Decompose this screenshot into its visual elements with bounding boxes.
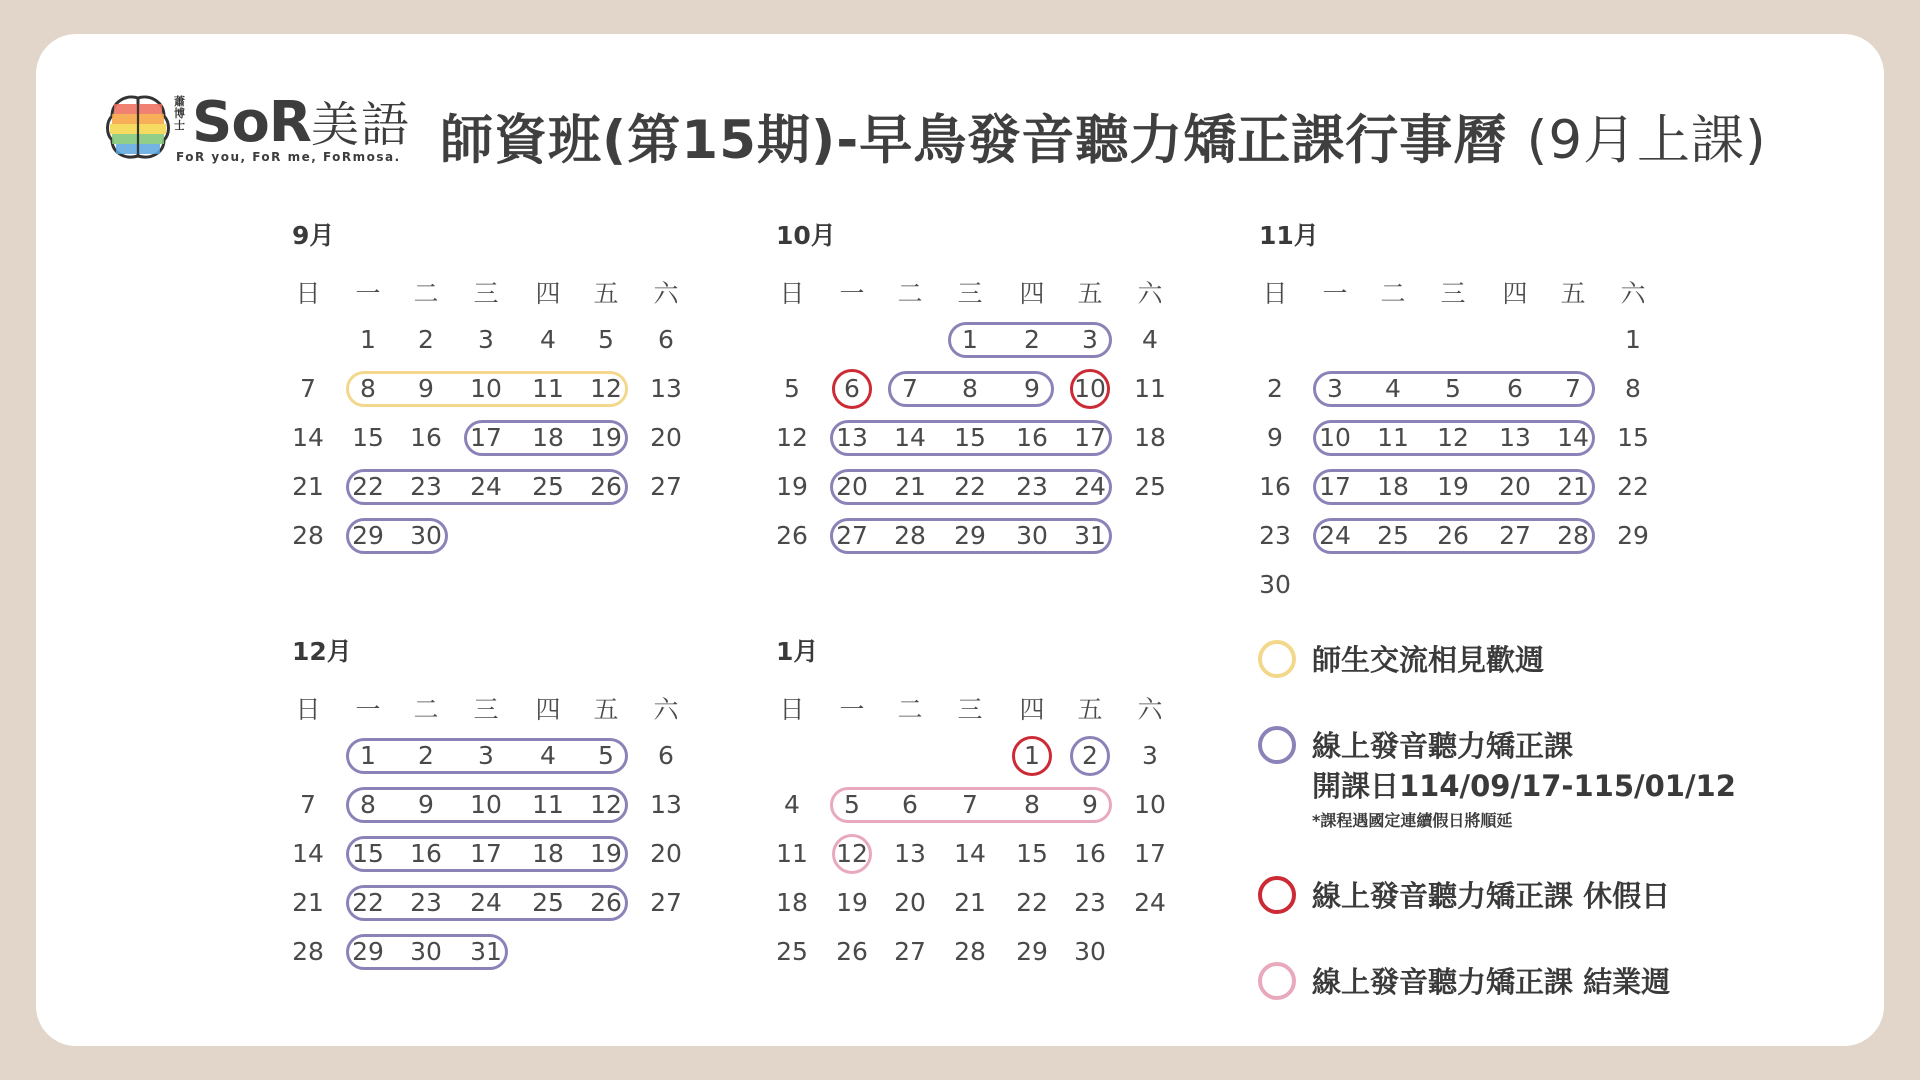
calendar-day: 15 (352, 423, 384, 452)
calendar-day: 3 (1082, 325, 1098, 354)
calendar-day: 19 (836, 888, 868, 917)
calendar-day: 12 (590, 790, 622, 819)
calendar-day: 2 (418, 325, 434, 354)
calendar-day: 11 (532, 790, 564, 819)
calendar-day: 16 (1259, 472, 1291, 501)
calendar-day: 4 (1142, 325, 1158, 354)
legend-label: 線上發音聽力矯正課 (1312, 729, 1574, 763)
legend-circle-icon (1258, 962, 1296, 1000)
month-calendar (1259, 216, 1679, 599)
calendar-day: 27 (1499, 521, 1531, 550)
calendar-day: 28 (894, 521, 926, 550)
calendar-day: 2 (418, 741, 434, 770)
calendar-day: 18 (1134, 423, 1166, 452)
page-title-sub: (9月上課) (1526, 110, 1767, 171)
weekday-label: 一 (839, 695, 865, 724)
weekday-label: 六 (653, 695, 679, 724)
calendar-day: 13 (650, 374, 682, 403)
calendar-day: 29 (352, 937, 384, 966)
calendar-day: 23 (1074, 888, 1106, 917)
weekday-label: 六 (1137, 695, 1163, 724)
calendar-day: 2 (1082, 741, 1098, 770)
calendar-day: 4 (540, 325, 556, 354)
calendar-day: 31 (1074, 521, 1106, 550)
weekday-label: 二 (897, 695, 923, 724)
calendar-day: 15 (1617, 423, 1649, 452)
weekday-label: 二 (1380, 279, 1406, 308)
legend-circle-icon (1258, 640, 1296, 678)
calendar-day: 27 (894, 937, 926, 966)
calendar-day: 5 (784, 374, 800, 403)
weekday-label: 三 (1440, 279, 1466, 308)
calendar-day: 24 (1074, 472, 1106, 501)
weekday-label: 四 (1019, 279, 1045, 308)
weekday-label: 五 (1077, 279, 1103, 308)
legend-circle-icon (1258, 726, 1296, 764)
calendar-day: 22 (352, 472, 384, 501)
calendar-day: 9 (1024, 374, 1040, 403)
calendar-day: 17 (1319, 472, 1351, 501)
logo (104, 90, 411, 172)
calendar-day: 18 (532, 423, 564, 452)
calendar-day: 1 (962, 325, 978, 354)
calendar-day: 12 (836, 839, 868, 868)
calendar-day: 25 (1377, 521, 1409, 550)
page-title (440, 98, 1767, 174)
weekday-label: 四 (535, 695, 561, 724)
calendar-day: 25 (532, 472, 564, 501)
logo-brand (192, 86, 411, 155)
calendar-day: 8 (360, 790, 376, 819)
calendar-day: 23 (1259, 521, 1291, 550)
calendar-day: 31 (470, 937, 502, 966)
calendar-day: 18 (1377, 472, 1409, 501)
calendar-day: 9 (418, 374, 434, 403)
calendar-day: 14 (954, 839, 986, 868)
calendar-day: 24 (1319, 521, 1351, 550)
legend-label: 線上發音聽力矯正課 結業週 (1312, 965, 1671, 999)
calendar-day: 16 (410, 423, 442, 452)
calendar-day: 26 (590, 888, 622, 917)
calendar-day: 6 (902, 790, 918, 819)
calendar-day: 12 (1437, 423, 1469, 452)
calendar-day: 13 (650, 790, 682, 819)
calendar-day: 10 (470, 790, 502, 819)
calendar-day: 23 (410, 888, 442, 917)
weekday-label: 三 (957, 279, 983, 308)
calendar-day: 24 (470, 472, 502, 501)
calendar-day: 14 (292, 423, 324, 452)
calendar-day: 12 (776, 423, 808, 452)
calendar-day: 4 (540, 741, 556, 770)
calendar-day: 21 (292, 472, 324, 501)
calendar-day: 26 (1437, 521, 1469, 550)
calendar-day: 14 (1557, 423, 1589, 452)
calendar-day: 28 (292, 937, 324, 966)
calendar-day: 1 (1625, 325, 1641, 354)
calendar-day: 10 (1134, 790, 1166, 819)
calendar-day: 1 (1024, 741, 1040, 770)
calendar-day: 21 (954, 888, 986, 917)
calendar-day: 30 (1016, 521, 1048, 550)
weekday-label: 六 (1620, 279, 1646, 308)
weekday-label: 日 (779, 279, 805, 308)
logo-brand-latin: SoR (192, 90, 311, 155)
calendar-day: 19 (776, 472, 808, 501)
calendar-day: 3 (478, 741, 494, 770)
weekday-label: 六 (1137, 279, 1163, 308)
month-calendar (292, 216, 712, 576)
calendar-day: 29 (1016, 937, 1048, 966)
legend-label: 師生交流相見歡週 (1312, 643, 1545, 677)
calendar-day: 3 (1327, 374, 1343, 403)
calendar-day: 16 (1074, 839, 1106, 868)
calendar-day: 5 (598, 325, 614, 354)
calendar-day: 20 (650, 839, 682, 868)
logo-brand-cn: 美語 (310, 97, 411, 153)
calendar-day: 4 (784, 790, 800, 819)
weekday-label: 二 (413, 279, 439, 308)
weekday-label: 五 (1077, 695, 1103, 724)
calendar-day: 7 (1565, 374, 1581, 403)
calendar-day: 26 (776, 521, 808, 550)
calendar-day: 27 (650, 472, 682, 501)
calendar-day: 6 (844, 374, 860, 403)
calendar-day: 16 (410, 839, 442, 868)
calendar-day: 6 (658, 325, 674, 354)
calendar-day: 30 (410, 521, 442, 550)
calendar-day: 10 (1319, 423, 1351, 452)
calendar-day: 12 (590, 374, 622, 403)
calendar-day: 22 (954, 472, 986, 501)
weekday-label: 四 (1502, 279, 1528, 308)
month-title: 9月 (292, 221, 335, 250)
month-calendar (776, 632, 1196, 992)
calendar-day: 28 (954, 937, 986, 966)
calendar-day: 8 (962, 374, 978, 403)
calendar-day: 8 (360, 374, 376, 403)
calendar-day: 11 (1134, 374, 1166, 403)
month-calendar (776, 216, 1196, 576)
calendar-day: 15 (954, 423, 986, 452)
calendar-day: 20 (836, 472, 868, 501)
weekday-label: 三 (957, 695, 983, 724)
weekday-label: 日 (295, 695, 321, 724)
calendar-day: 13 (1499, 423, 1531, 452)
weekday-label: 二 (413, 695, 439, 724)
calendar-day: 8 (1024, 790, 1040, 819)
month-title: 1月 (776, 637, 819, 666)
weekday-label: 日 (295, 279, 321, 308)
brain-logo-icon (104, 92, 172, 164)
calendar-day: 13 (894, 839, 926, 868)
legend-label-line2: 開課日114/09/17-115/01/12 (1312, 769, 1736, 803)
calendar-day: 22 (1617, 472, 1649, 501)
weekday-label: 五 (1560, 279, 1586, 308)
calendar-day: 11 (776, 839, 808, 868)
calendar-day: 28 (292, 521, 324, 550)
calendar-day: 6 (1507, 374, 1523, 403)
calendar-day: 19 (590, 423, 622, 452)
calendar-day: 11 (1377, 423, 1409, 452)
calendar-day: 9 (418, 790, 434, 819)
weekday-label: 五 (593, 279, 619, 308)
calendar-day: 9 (1267, 423, 1283, 452)
calendar-day: 26 (590, 472, 622, 501)
calendar-day: 26 (836, 937, 868, 966)
calendar-day: 15 (352, 839, 384, 868)
calendar-day: 29 (352, 521, 384, 550)
calendar-day: 5 (598, 741, 614, 770)
calendar-day: 19 (590, 839, 622, 868)
calendar-day: 11 (532, 374, 564, 403)
legend-label: 線上發音聽力矯正課 休假日 (1312, 879, 1671, 913)
month-title: 12月 (292, 637, 352, 666)
month-title: 11月 (1259, 221, 1319, 250)
calendar-day: 9 (1082, 790, 1098, 819)
weekday-label: 二 (897, 279, 923, 308)
calendar-day: 21 (1557, 472, 1589, 501)
calendar-day: 18 (776, 888, 808, 917)
calendar-day: 7 (902, 374, 918, 403)
calendar-day: 20 (894, 888, 926, 917)
legend-circle-icon (1258, 876, 1296, 914)
calendar-day: 21 (292, 888, 324, 917)
calendar-day: 6 (658, 741, 674, 770)
weekday-label: 一 (355, 279, 381, 308)
calendar-day: 5 (844, 790, 860, 819)
weekday-label: 一 (355, 695, 381, 724)
weekday-label: 一 (1322, 279, 1348, 308)
calendar-day: 20 (650, 423, 682, 452)
calendar-day: 13 (836, 423, 868, 452)
calendar-day: 2 (1024, 325, 1040, 354)
calendar-day: 2 (1267, 374, 1283, 403)
calendar-day: 16 (1016, 423, 1048, 452)
calendar-day: 17 (470, 839, 502, 868)
calendar-day: 29 (954, 521, 986, 550)
weekday-label: 三 (473, 695, 499, 724)
weekday-label: 五 (593, 695, 619, 724)
calendar-day: 17 (1134, 839, 1166, 868)
calendar-day: 14 (292, 839, 324, 868)
calendar-day: 30 (410, 937, 442, 966)
calendar-day: 3 (1142, 741, 1158, 770)
calendar-day: 10 (1074, 374, 1106, 403)
page-title-main: 師資班(第15期)-早鳥發音聽力矯正課行事曆 (440, 110, 1508, 171)
calendar-day: 7 (300, 790, 316, 819)
weekday-label: 三 (473, 279, 499, 308)
calendar-day: 7 (300, 374, 316, 403)
calendar-day: 30 (1074, 937, 1106, 966)
calendar-day: 8 (1625, 374, 1641, 403)
weekday-label: 日 (779, 695, 805, 724)
weekday-label: 一 (839, 279, 865, 308)
calendar-day: 25 (1134, 472, 1166, 501)
calendar-day: 20 (1499, 472, 1531, 501)
calendar-day: 24 (1134, 888, 1166, 917)
calendar-day: 17 (1074, 423, 1106, 452)
calendar-day: 7 (962, 790, 978, 819)
month-calendar (292, 632, 712, 992)
calendar-day: 4 (1385, 374, 1401, 403)
calendar-day: 24 (470, 888, 502, 917)
calendar-day: 25 (532, 888, 564, 917)
calendar-day: 1 (360, 741, 376, 770)
calendar-day: 22 (352, 888, 384, 917)
calendar-day: 27 (836, 521, 868, 550)
calendar-day: 3 (478, 325, 494, 354)
logo-tagline: FoR you, FoR me, FoRmosa. (176, 150, 401, 164)
month-title: 10月 (776, 221, 836, 250)
legend-note: *課程遇國定連續假日將順延 (1312, 811, 1513, 830)
calendar-day: 30 (1259, 570, 1291, 599)
calendar-day: 22 (1016, 888, 1048, 917)
calendar-day: 21 (894, 472, 926, 501)
calendar-day: 23 (410, 472, 442, 501)
weekday-label: 四 (535, 279, 561, 308)
calendar-day: 18 (532, 839, 564, 868)
calendar-day: 14 (894, 423, 926, 452)
calendar-day: 28 (1557, 521, 1589, 550)
logo-small-text: 蕭博士 (174, 95, 185, 132)
calendar-day: 23 (1016, 472, 1048, 501)
calendar-day: 27 (650, 888, 682, 917)
calendar-day: 15 (1016, 839, 1048, 868)
weekday-label: 日 (1262, 279, 1288, 308)
calendar-day: 19 (1437, 472, 1469, 501)
weekday-label: 四 (1019, 695, 1045, 724)
calendar-day: 1 (360, 325, 376, 354)
calendar-day: 25 (776, 937, 808, 966)
calendar-day: 5 (1445, 374, 1461, 403)
weekday-label: 六 (653, 279, 679, 308)
calendar-day: 17 (470, 423, 502, 452)
calendar-day: 29 (1617, 521, 1649, 550)
calendar-day: 10 (470, 374, 502, 403)
